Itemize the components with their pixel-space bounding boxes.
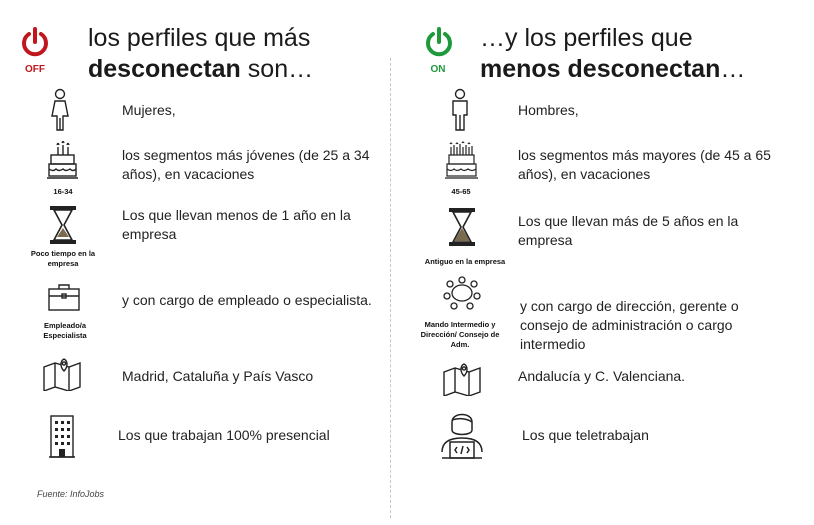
right-item-2-text: los segmentos más mayores (de 45 a 65 años), en vacaciones — [518, 147, 771, 182]
source-note: Fuente: InfoJobs — [37, 489, 105, 499]
right-heading-bold: menos desconectan — [480, 55, 721, 83]
map-icon — [42, 357, 82, 391]
right-item-4-caption: Mando Intermedio y Dirección/ Consejo de Adm. — [420, 320, 500, 349]
left-heading-line1: los perfiles que más — [88, 24, 311, 52]
right-item-1-text: Hombres, — [518, 102, 579, 118]
power-off-icon — [20, 26, 50, 58]
on-label: ON — [430, 64, 446, 75]
left-item-5-text: Madrid, Cataluña y País Vasco — [122, 368, 314, 384]
map-icon — [442, 362, 482, 396]
left-item-4-text: y con cargo de empleado o especialista. — [122, 292, 372, 308]
right-item-2-caption: 45-65 — [451, 187, 471, 196]
left-heading-bold: desconectan — [88, 55, 241, 83]
right-item-5-text: Andalucía y C. Valenciana. — [518, 368, 686, 384]
left-item-2-caption: 16-34 — [53, 187, 73, 196]
left-item-3-caption: Poco tiempo en la empresa — [30, 249, 96, 268]
left-item-3-text: Los que llevan menos de 1 año en la empresa — [122, 207, 351, 242]
power-on-icon — [424, 26, 454, 58]
right-item-3-caption: Antiguo en la empresa — [424, 257, 506, 266]
man-icon — [448, 88, 472, 132]
right-heading-rest: … — [720, 55, 746, 83]
meeting-table-icon — [442, 276, 482, 310]
left-item-1-text: Mujeres, — [122, 102, 176, 118]
left-item-4-caption: Empleado/a Especialista — [43, 321, 87, 340]
briefcase-icon — [47, 282, 81, 312]
remote-worker-icon — [438, 408, 486, 462]
left-heading — [88, 23, 313, 85]
column-divider — [390, 58, 391, 518]
hourglass-icon — [446, 207, 478, 247]
hourglass-icon — [47, 205, 79, 245]
right-heading — [480, 23, 745, 85]
right-item-4-text: y con cargo de dirección, gerente o consejo de administración o cargo intermedio — [520, 298, 739, 352]
off-label: OFF — [25, 64, 45, 75]
woman-icon — [48, 88, 72, 132]
birthday-cake-icon — [444, 141, 478, 181]
left-heading-rest: son… — [240, 55, 314, 83]
right-item-3-text: Los que llevan más de 5 años en la empresa — [518, 213, 739, 248]
right-heading-line1: …y los perfiles que — [480, 24, 693, 52]
left-item-6-text: Los que trabajan 100% presencial — [118, 427, 330, 443]
office-building-icon — [48, 413, 76, 459]
right-item-6-text: Los que teletrabajan — [522, 427, 649, 443]
birthday-cake-icon — [46, 141, 78, 181]
left-item-2-text: los segmentos más jóvenes (de 25 a 34 años), en vacaciones — [122, 147, 370, 182]
